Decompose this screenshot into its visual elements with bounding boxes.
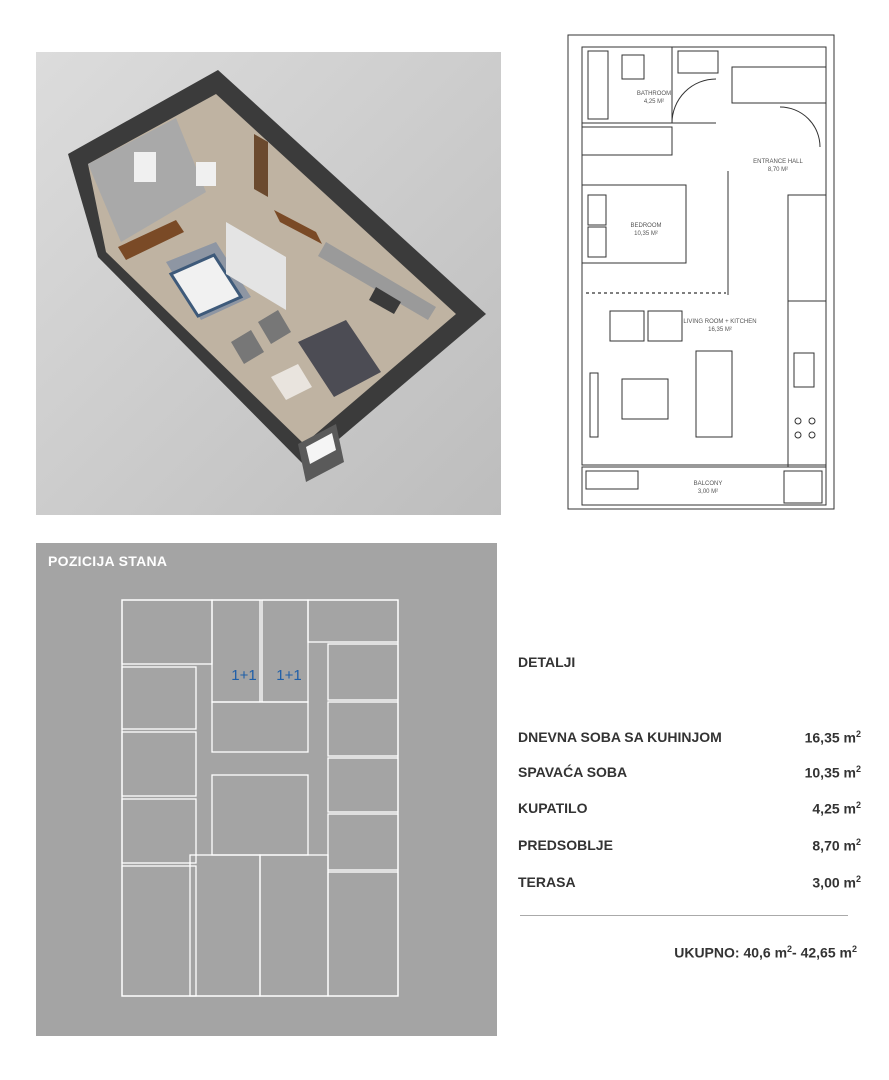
- plan-label-entrance-area: 8,70 M²: [767, 167, 789, 173]
- detail-value-bedroom: 10,35 $m^2$: [804, 764, 861, 781]
- plan-label-bathroom-area: 4,25 M²: [643, 99, 665, 105]
- plan-label-living-area: 16,35 M²: [708, 327, 732, 333]
- building-layout: [36, 543, 497, 1036]
- detail-value-bathroom: 4,25 $m^2$: [812, 800, 861, 817]
- plan-label-balcony-area: 3,00 M²: [697, 489, 719, 495]
- plan-label-bedroom-area: 10,35 M²: [634, 231, 658, 237]
- detail-value-living: 16,35 $m^2$: [804, 729, 861, 746]
- plan-label-entrance: ENTRANCE HALL: [753, 159, 803, 165]
- total-area: UKUPNO: 40,6 $m^2-$ 42,65 $m^2$: [674, 944, 857, 961]
- plan-label-living: LIVING ROOM + KITCHEN: [683, 319, 757, 325]
- unit-label-2: 1+1: [276, 667, 302, 684]
- plan-label-bathroom: BATHROOM: [636, 91, 672, 97]
- detail-label-bathroom: KUPATILO: [518, 800, 588, 816]
- detail-label-hall: PREDSOBLJE: [518, 837, 613, 853]
- position-panel: [36, 543, 497, 1036]
- detail-label-terrace: TERASA: [518, 874, 576, 890]
- detail-value-terrace: 3,00 $m^2$: [812, 874, 861, 891]
- plan-label-bedroom: BEDROOM: [630, 223, 662, 229]
- floor-plan: [566, 33, 836, 511]
- unit-label-1: 1+1: [231, 667, 257, 684]
- apartment-3d-render: [36, 52, 501, 515]
- detail-label-living: DNEVNA SOBA SA KUHINJOM: [518, 729, 722, 745]
- details-title: DETALJI: [518, 654, 576, 670]
- position-title: POZICIJA STANA: [48, 553, 168, 569]
- detail-label-bedroom: SPAVAĆA SOBA: [518, 764, 628, 780]
- plan-label-balcony: BALCONY: [693, 481, 723, 487]
- detail-value-hall: 8,70 $m^2$: [812, 837, 861, 854]
- details-divider: [520, 915, 848, 916]
